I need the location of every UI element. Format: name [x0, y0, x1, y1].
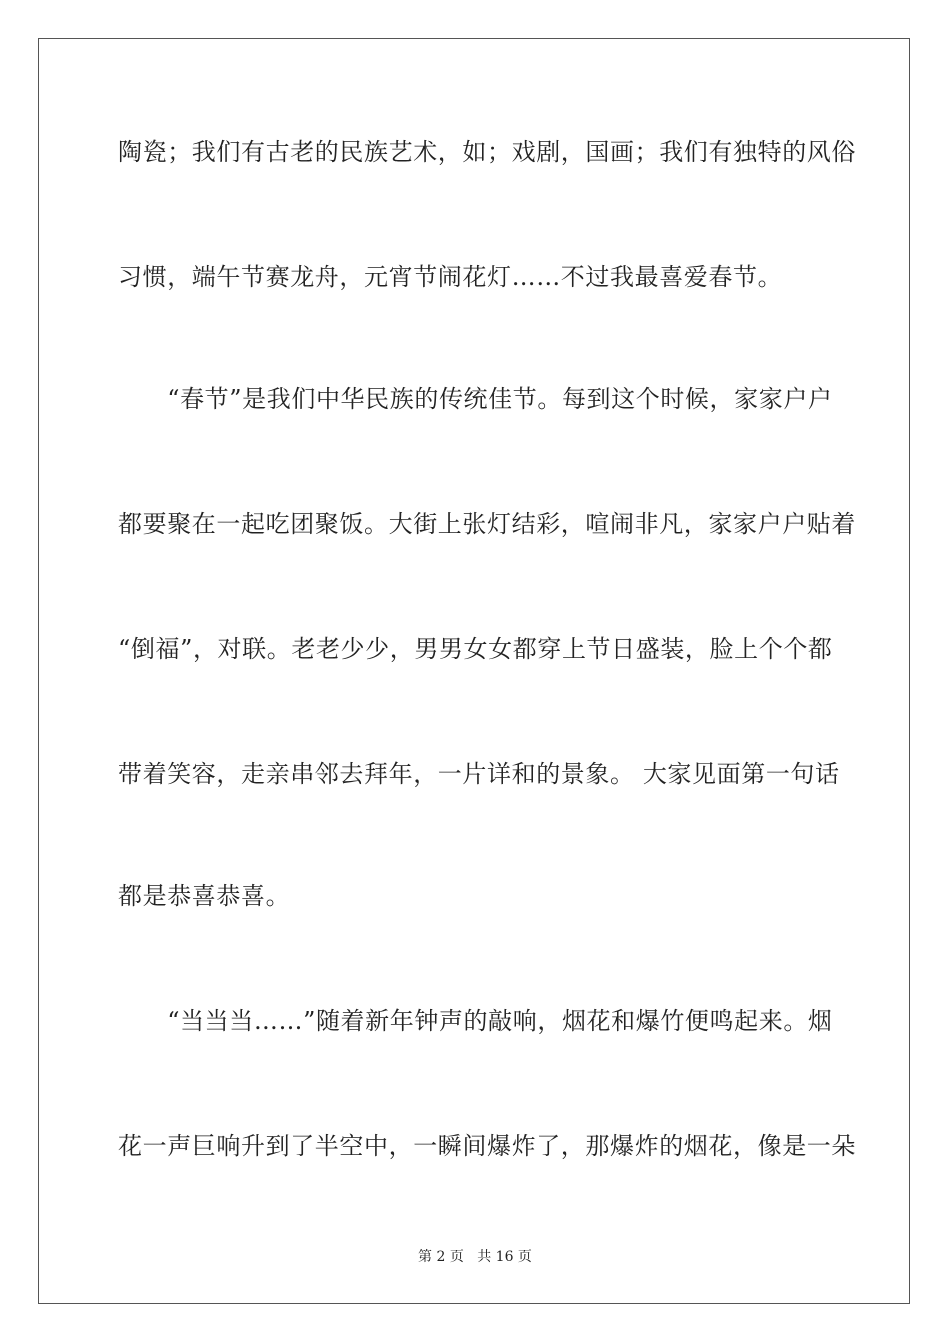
page-frame: [38, 38, 910, 1304]
text-line: 陶瓷；我们有古老的民族艺术，如；戏剧，国画；我们有独特的风俗: [118, 138, 856, 166]
text-line: “倒福”，对联。老老少少，男男女女都穿上节日盛装，脸上个个都: [118, 635, 833, 663]
text-line: 带着笑容，走亲串邻去拜年，一片详和的景象。 大家见面第一句话: [118, 760, 840, 788]
text-line: “当当当……”随着新年钟声的敲响，烟花和爆竹便鸣起来。烟: [118, 1007, 833, 1035]
text-line: 花一声巨响升到了半空中，一瞬间爆炸了，那爆炸的烟花，像是一朵: [118, 1132, 856, 1160]
text-line: 习惯，端午节赛龙舟，元宵节闹花灯……不过我最喜爱春节。: [118, 263, 783, 291]
text-line: 都要聚在一起吃团聚饭。大街上张灯结彩，喧闹非凡，家家户户贴着: [118, 510, 856, 538]
page-total: 共 16 页: [477, 1249, 532, 1265]
text-line: 都是恭喜恭喜。: [118, 882, 291, 910]
page-footer: [0, 1248, 950, 1266]
text-line: “春节”是我们中华民族的传统佳节。每到这个时候，家家户户: [118, 385, 833, 413]
page-number: 第 2 页: [418, 1249, 464, 1265]
